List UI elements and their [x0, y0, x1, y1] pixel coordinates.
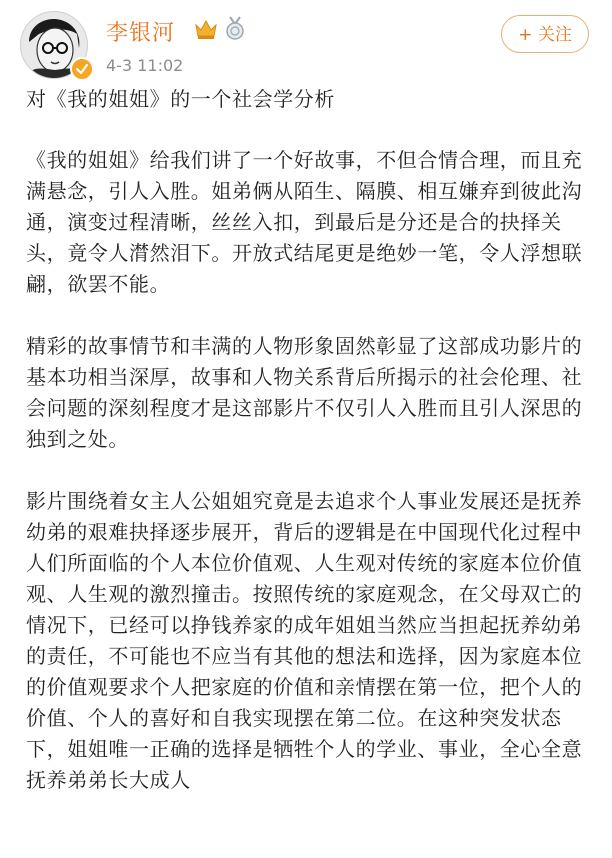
post-timestamp: 4-3 11:02	[106, 56, 184, 75]
follow-button[interactable]: + 关注	[501, 15, 589, 53]
article-paragraph-2: 精彩的故事情节和丰满的人物形象固然彰显了这部成功影片的基本功相当深厚，故事和人物关系背后所揭示的社会伦理、社会问题的深刻程度才是这部影片不仅引人入胜而且引人深思的独到之处。	[26, 334, 583, 451]
verified-badge-icon	[70, 57, 94, 81]
author-name[interactable]: 李银河	[106, 21, 176, 46]
article-title: 对《我的姐姐》的一个社会学分析	[26, 87, 335, 111]
crown-icon	[194, 18, 218, 40]
article-paragraph-3: 影片围绕着女主人公姐姐究竟是去追求个人事业发展还是抚养幼弟的艰难抉择逐步展开，背后的逻辑是在中国现代化过程中人们所面临的个人本位价值观、人生观对传统的家庭本位价值观、人生观的激烈撞击。按照传统的家庭观念，在父母双亡的情况下，已经可以挣钱养家的成年姐姐当然应当担起抚养幼弟的责任，不可能也不应当有其他的想法和选择，因为家庭本位的价值观要求个人把家庭的价值和亲情摆在第一位，把个人的价值、个人的喜好和自我实现摆在第二位。在这种突发状态下，姐姐唯一正确的选择是牺牲个人的学业、事业，全心全意抚养弟弟长大成人	[26, 489, 583, 792]
post-header	[0, 0, 612, 86]
post-body	[26, 84, 592, 827]
medal-icon	[224, 16, 246, 40]
article-paragraph-1: 《我的姐姐》给我们讲了一个好故事，不但合情合理，而且充满悬念，引人入胜。姐弟俩从陌生、隔膜、相互嫌弃到彼此沟通，演变过程清晰，丝丝入扣，到最后是分还是合的抉择关头，竟令人潸然泪下。开放式结尾更是绝妙一笔，令人浮想联翩，欲罢不能。	[26, 148, 583, 296]
